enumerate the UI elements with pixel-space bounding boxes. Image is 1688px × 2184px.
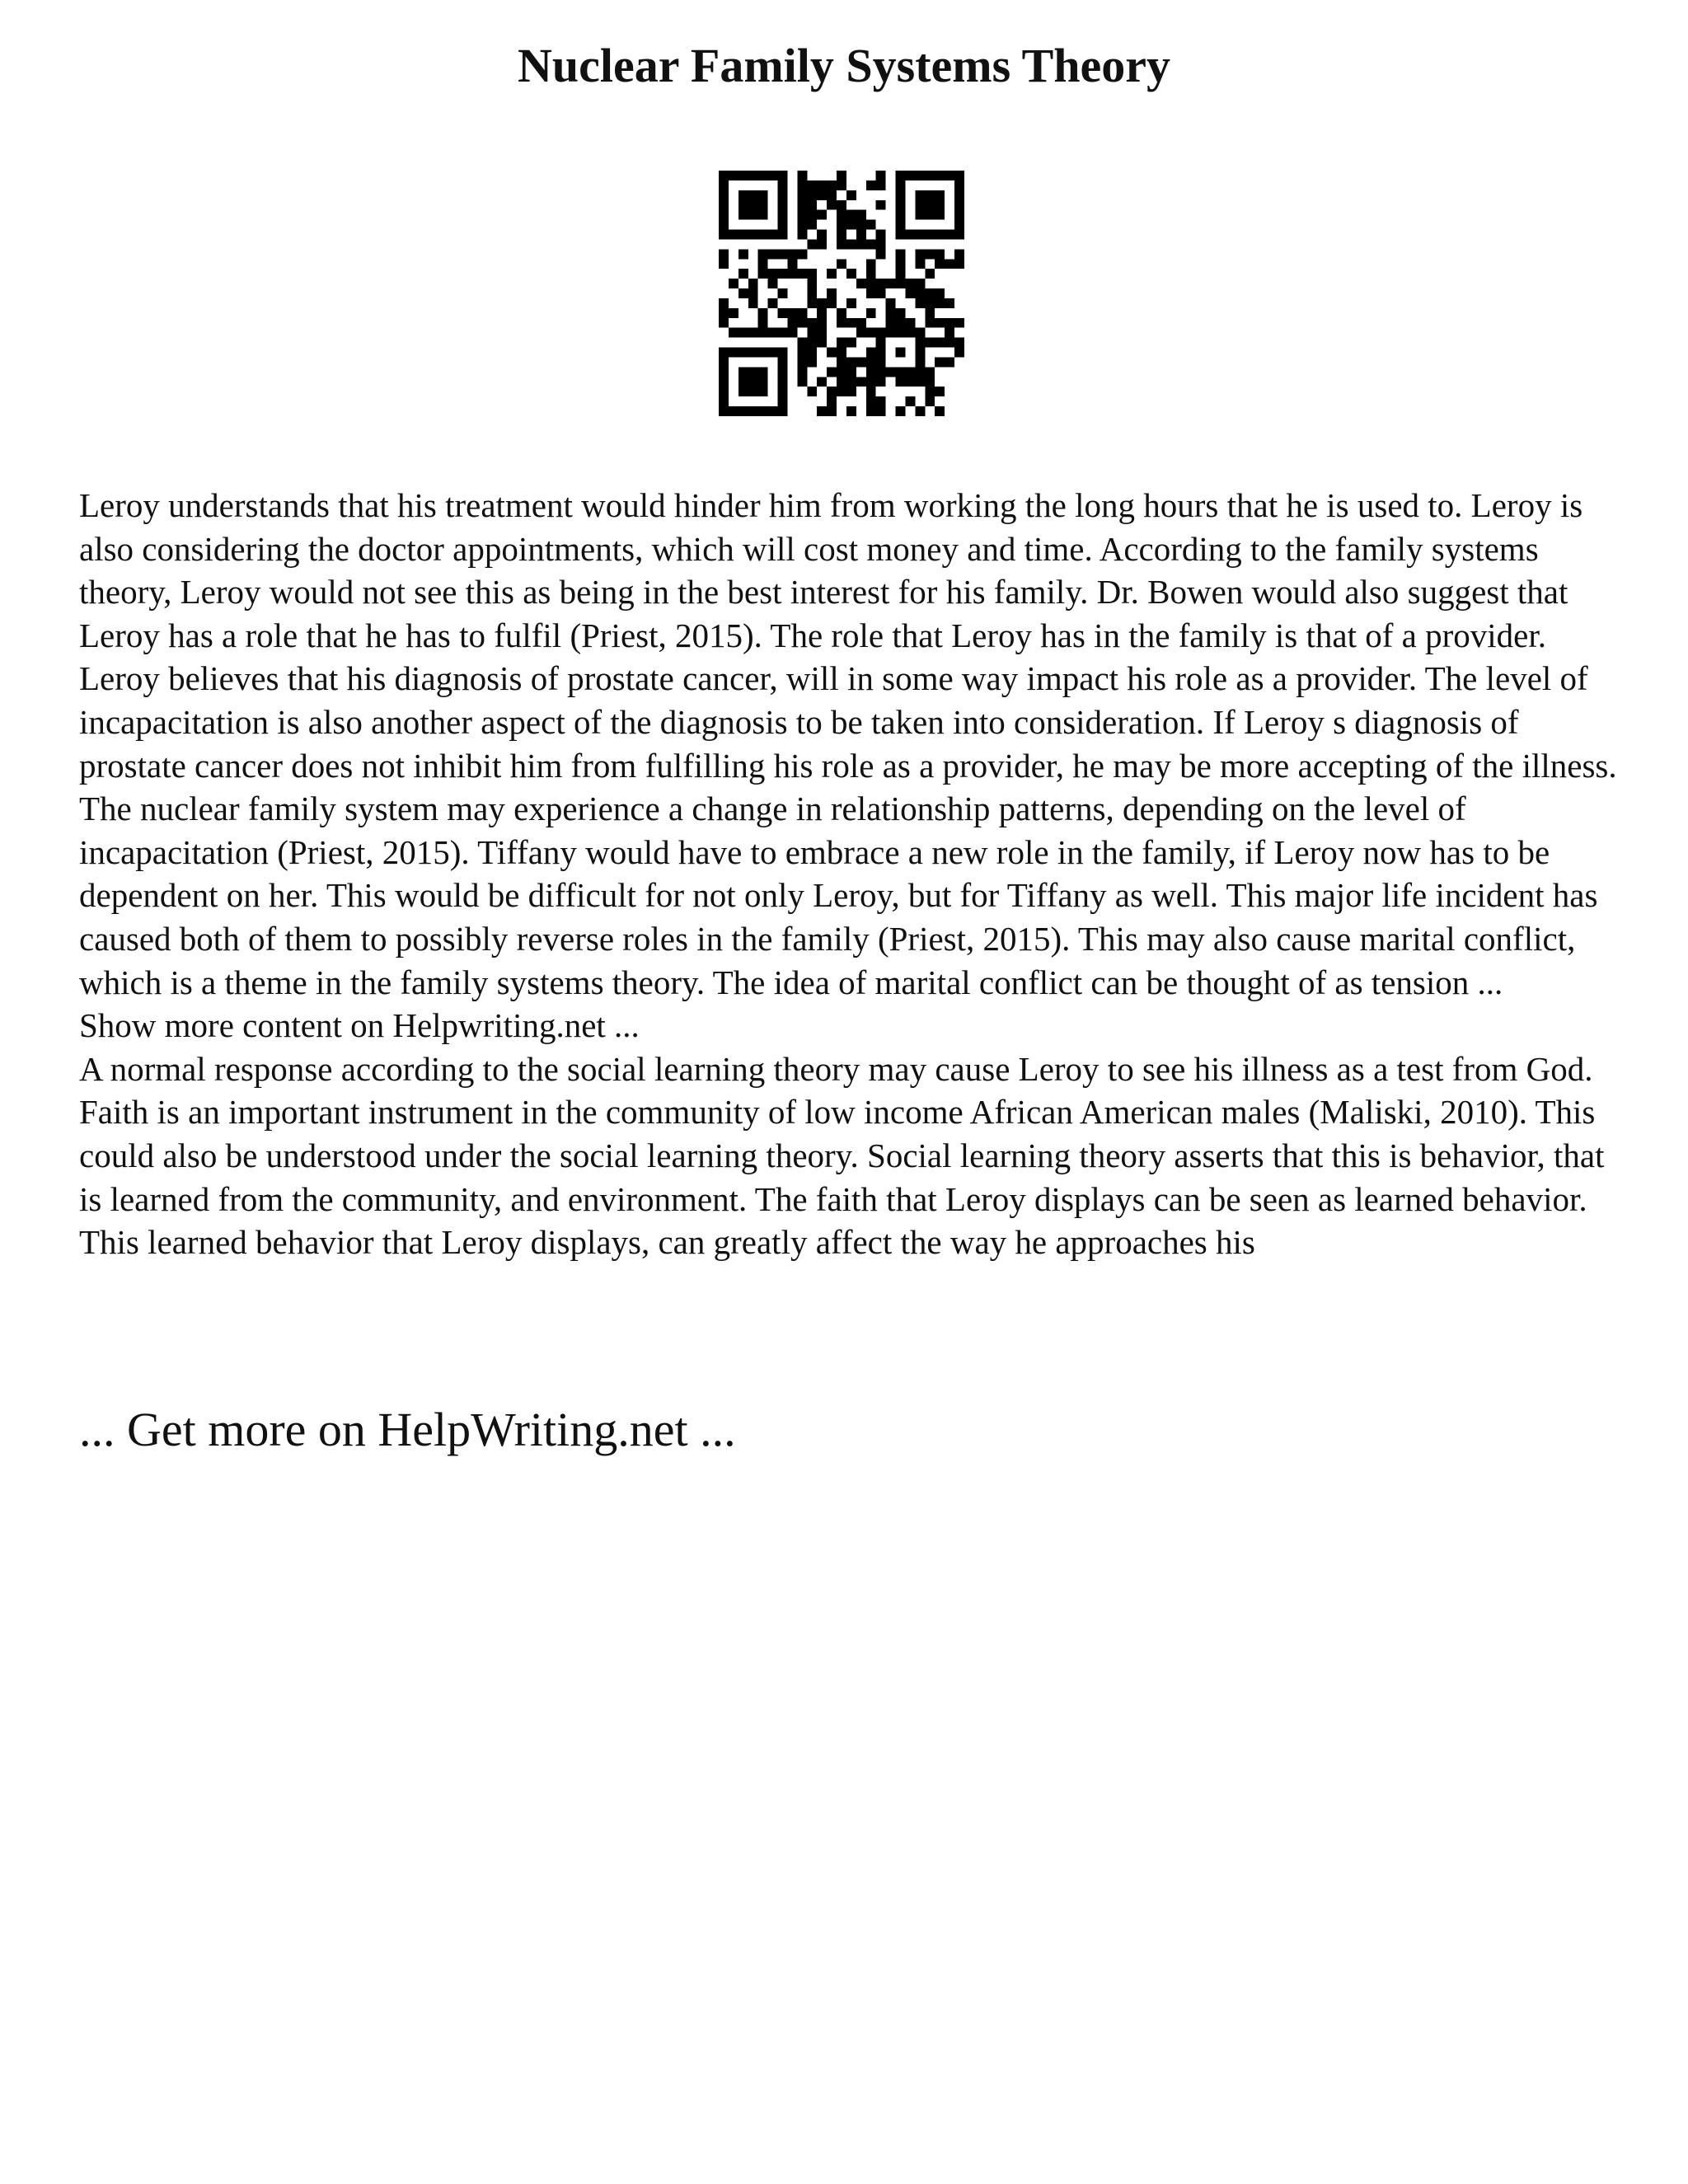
- page-title: Nuclear Family Systems Theory: [517, 39, 1171, 92]
- get-more-link[interactable]: ... Get more on HelpWriting.net ...: [79, 1403, 736, 1456]
- article-body: [79, 484, 1620, 1264]
- paragraph-2: A normal response according to the social learning theory may cause Leroy to see his illness as a test from God. Faith is an important instrument in the community of low income African American males (Maliski, 2010). This could also be understood under the social learning theory. Social learning theory asserts that this is behavior, that is learned from the community, and environment. The faith that Leroy displays can be seen as learned behavior. This learned behavior that Leroy displays, can greatly affect the way he approaches his: [79, 1049, 1605, 1262]
- qr-code-icon: [719, 171, 964, 416]
- qr-code-graphic: [719, 171, 964, 416]
- paragraph-1: Leroy understands that his treatment would hinder him from working the long hours that he is used to. Leroy is also considering the doctor appointments, which will cost money and time. According to the family systems theory, Leroy would not see this as being in the best interest for his family. Dr. Bowen would also suggest that Leroy has a role that he has to fulfil (Priest, 2015). The role that Leroy has in the family is that of a provider. Leroy believes that his diagnosis of prostate cancer, will in some way impact his role as a provider. The level of incapacitation is also another aspect of the diagnosis to be taken into consideration. If Leroy s diagnosis of prostate cancer does not inhibit him from fulfilling his role as a provider, he may be more accepting of the illness. The nuclear family system may experience a change in relationship patterns, depending on the level of incapacitation (Priest, 2015). Tiffany would have to embrace a new role in the family, if Leroy now has to be dependent on her. This would be difficult for not only Leroy, but for Tiffany as well. This major life incident has caused both of them to possibly reverse roles in the family (Priest, 2015). This may also cause marital conflict, which is a theme in the family systems theory. The idea of marital conflict can be thought of as tension ...: [79, 486, 1617, 1001]
- show-more-link[interactable]: Show more content on Helpwriting.net ...: [79, 1006, 640, 1045]
